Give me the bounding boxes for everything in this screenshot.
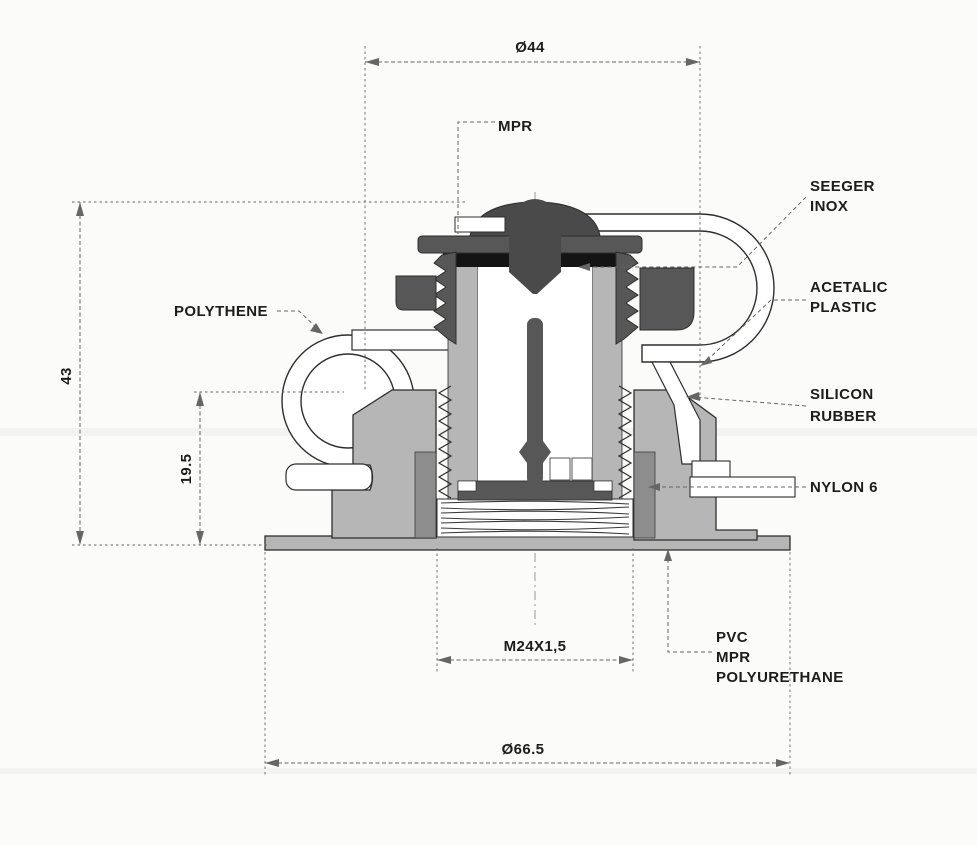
dim-thread-text: M24X1,5 <box>503 638 567 655</box>
label-seeger-1: SEEGER <box>810 178 875 195</box>
dim-thread <box>437 638 633 664</box>
polythene-leader <box>277 311 319 330</box>
label-mpr: MPR <box>498 118 533 135</box>
pvc-arrow <box>664 549 672 561</box>
label-acetalic-1: ACETALIC <box>810 279 888 296</box>
dim-lower-height <box>178 392 204 545</box>
left-mid-band <box>415 452 436 538</box>
dim-overall-height <box>58 202 84 545</box>
thread-block <box>437 499 633 537</box>
label-silicon-1: SILICON <box>810 386 874 403</box>
label-pvc-2: MPR <box>716 649 751 666</box>
dim-cap-diameter <box>365 39 700 66</box>
label-polythene: POLYTHENE <box>174 303 268 320</box>
label-silicon-2: RUBBER <box>810 408 877 425</box>
dim-cap-diameter-text: Ø44 <box>515 39 545 56</box>
disc-lip-left <box>458 481 476 491</box>
silicon-leader <box>693 397 806 406</box>
label-seeger-2: INOX <box>810 198 849 215</box>
right-body-tab <box>692 461 730 477</box>
label-pvc-1: PVC <box>716 629 749 646</box>
right-mid-band <box>634 452 655 538</box>
polythene-arrow <box>310 323 323 334</box>
left-tether-lower-strap <box>286 464 372 490</box>
label-pvc-3: POLYURETHANE <box>716 669 844 686</box>
label-nylon: NYLON 6 <box>810 479 878 496</box>
dim-overall-height-text: 43 <box>58 367 75 385</box>
disc-lip-right <box>594 481 612 491</box>
cap-washer-band <box>455 217 505 232</box>
dim-flange-diameter <box>265 741 790 767</box>
scan-artifact <box>0 768 977 774</box>
internal-block <box>572 458 592 480</box>
dim-lower-height-text: 19.5 <box>178 453 195 485</box>
cross-section <box>265 199 795 550</box>
internal-block <box>550 458 570 480</box>
label-acetalic-2: PLASTIC <box>810 299 877 316</box>
dim-flange-diameter-text: Ø66.5 <box>501 741 545 758</box>
cap-dome-nub <box>520 199 550 204</box>
pvc-leader <box>668 553 712 652</box>
